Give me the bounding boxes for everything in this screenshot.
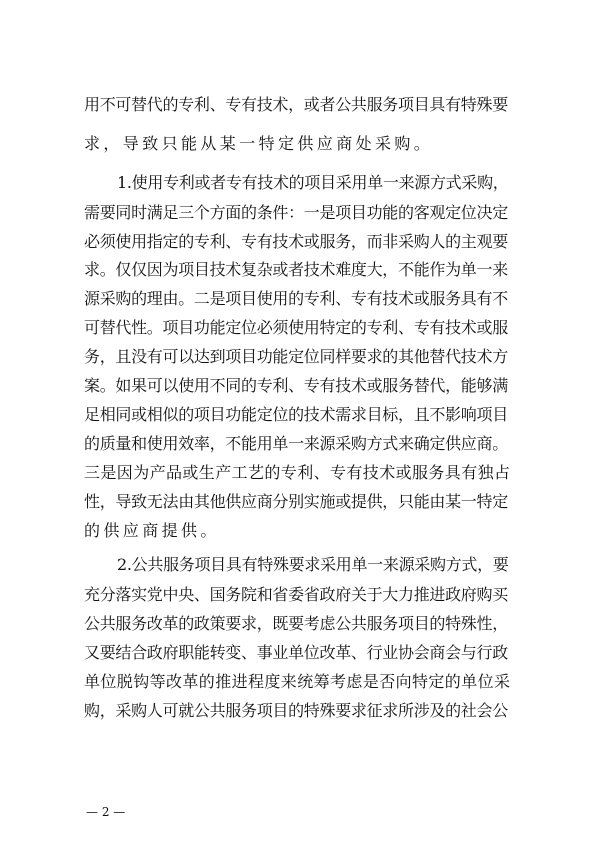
body-line-16: 2.公共服务项目具有特殊要求采用单一来源采购方式，要: [117, 555, 509, 574]
body-line-10: 案。如果可以使用不同的专利、专有技术或服务替代，能够满: [84, 376, 508, 395]
body-line-17: 充分落实党中央、国务院和省委省政府关于大力推进政府购买: [84, 585, 508, 604]
body-line-9: 务，且没有可以达到项目功能定位同样要求的其他替代技术方: [84, 347, 508, 366]
body-line-21: 购，采购人可就公共服务项目的特殊要求征求所涉及的社会公: [84, 701, 508, 720]
body-line-11: 足相同或相似的项目功能定位的技术需求目标，且不影响项目: [84, 405, 508, 424]
body-line-6: 求。仅仅因为项目技术复杂或者技术难度大，不能作为单一来: [84, 260, 508, 279]
body-line-8: 可替代性。项目功能定位必须使用特定的专利、专有技术或服: [84, 318, 508, 337]
page-number: — 2 —: [86, 805, 126, 819]
body-line-2: 求，导致只能从某一特定供应商处采购。: [84, 134, 434, 153]
body-line-1: 用不可替代的专利、专有技术，或者公共服务项目具有特殊要: [84, 95, 508, 114]
body-line-5: 必须使用指定的专利、专有技术或服务，而非采购人的主观要: [84, 232, 508, 251]
body-line-12: 的质量和使用效率，不能用单一来源采购方式来确定供应商。: [84, 434, 508, 453]
body-line-3: 1.使用专利或者专有技术的项目采用单一来源方式采购，: [117, 173, 509, 192]
body-line-7: 源采购的理由。二是项目使用的专利、专有技术或服务具有不: [84, 289, 508, 308]
body-line-19: 又要结合政府职能转变、事业单位改革、行业协会商会与行政: [84, 643, 508, 662]
body-line-15: 的供应商提供。: [84, 521, 220, 540]
body-line-13: 三是因为产品或生产工艺的专利、专有技术或服务具有独占: [84, 463, 511, 482]
body-line-4: 需要同时满足三个方面的条件：一是项目功能的客观定位决定: [84, 203, 508, 222]
body-line-18: 公共服务改革的政策要求，既要考虑公共服务项目的特殊性，: [84, 614, 508, 633]
body-line-14: 性，导致无法由其他供应商分别实施或提供，只能由某一特定: [84, 492, 508, 511]
body-line-20: 单位脱钩等改革的推进程度来统筹考虑是否向特定的单位采: [84, 672, 511, 691]
